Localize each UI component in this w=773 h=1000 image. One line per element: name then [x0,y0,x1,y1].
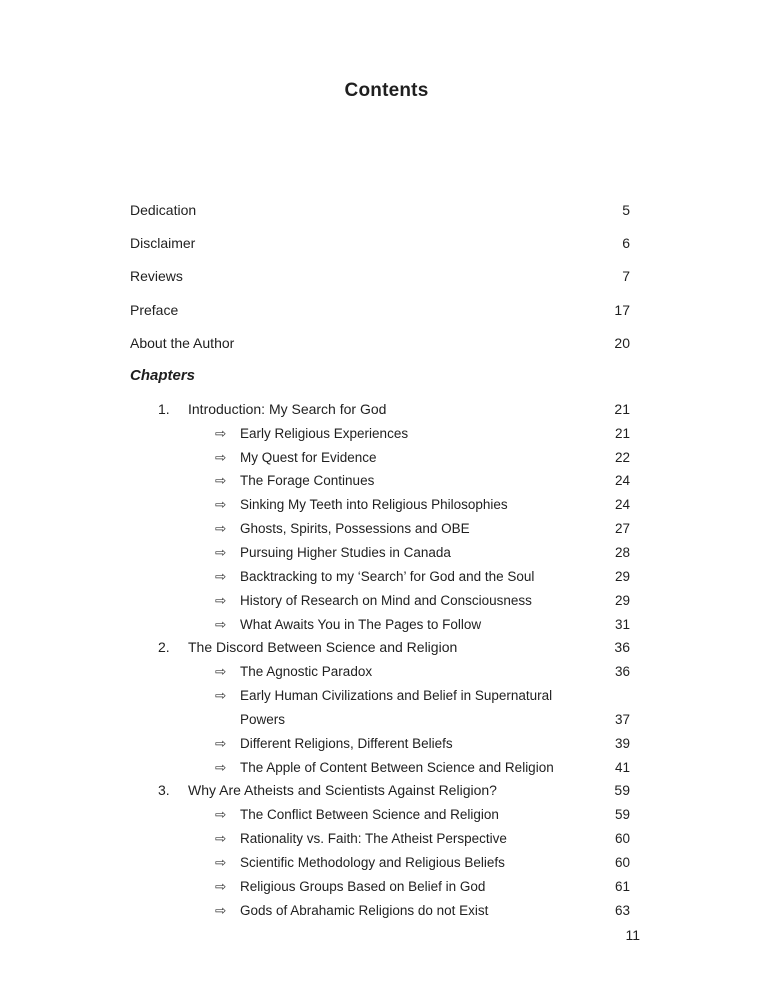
front-matter-entry [130,327,630,360]
subchapter-entry [130,517,630,541]
subchapter-title-line: Gods of Abrahamic Religions do not Exist [240,902,489,918]
subchapter-page: 41 [614,759,630,775]
subchapter-title-line: The Conflict Between Science and Religion [240,807,499,823]
subchapter-page: 21 [614,425,630,441]
toc-content [130,193,630,923]
arrow-bullet-icon: ⇨ [215,545,227,561]
arrow-bullet-icon: ⇨ [215,688,227,704]
arrow-bullet-icon: ⇨ [215,592,227,608]
subchapter-entry [130,899,630,923]
subchapter-entry [130,565,630,589]
subchapter-title [240,565,615,589]
arrow-bullet-icon: ⇨ [215,664,227,680]
subchapter-title-line: What Awaits You in The Pages to Follow [240,616,482,632]
chapter-page: 36 [614,639,630,656]
subchapter-page: 60 [614,831,630,847]
chapter-page: 59 [614,782,630,799]
arrow-bullet-icon: ⇨ [215,878,227,894]
subchapter-entry [130,684,630,732]
arrow-bullet-icon: ⇨ [215,521,227,537]
subchapter-entry [130,851,630,875]
subchapter-title [240,469,615,493]
toc-entry-page: 17 [614,301,630,318]
subchapter-page: 59 [614,807,630,823]
subchapter-page: 39 [614,735,630,751]
subchapter-page: 36 [614,664,630,680]
arrow-bullet-icon: ⇨ [215,902,227,918]
arrow-bullet-icon: ⇨ [215,568,227,584]
subchapter-page: 29 [614,568,630,584]
subchapter-entry [130,422,630,446]
subchapter-title-line: The Agnostic Paradox [240,664,373,680]
arrow-bullet-icon: ⇨ [215,735,227,751]
subchapter-title-line: Different Religions, Different Beliefs [240,735,453,751]
arrow-bullet-icon: ⇨ [215,473,227,489]
subchapter-title-line: Powers [240,711,286,727]
chapter-title: The Discord Between Science and Religion [188,639,458,656]
toc-entry-label: Dedication [130,201,197,218]
subchapter-title [240,899,615,923]
toc-entry-label: About the Author [130,335,235,352]
subchapter-entry [130,875,630,899]
folio-page-number: 11 [625,927,640,943]
subchapter-entry [130,493,630,517]
arrow-bullet-icon: ⇨ [215,854,227,870]
chapter-entry [130,636,630,660]
subchapter-page: 24 [614,497,630,513]
arrow-bullet-icon: ⇨ [215,425,227,441]
subchapter-title [240,756,615,780]
subchapter-title [240,875,615,899]
toc-entry-label: Preface [130,301,179,318]
subchapter-page: 28 [614,545,630,561]
subchapter-entry [130,469,630,493]
chapter-page: 21 [614,400,630,417]
subchapter-title-line: Ghosts, Spirits, Possessions and OBE [240,521,470,537]
front-matter-entry [130,193,630,226]
page-title: Contents [344,80,429,101]
front-matter-entry [130,260,630,293]
arrow-bullet-icon: ⇨ [215,616,227,632]
subchapter-entry [130,589,630,613]
front-matter-list [130,193,630,360]
subchapter-entry [130,613,630,637]
subchapter-page: 61 [614,878,630,894]
subchapter-title-line: Sinking My Teeth into Religious Philosophies [240,497,508,513]
subchapter-title-line: History of Research on Mind and Consciousness [240,592,532,608]
chapter-number: 2. [158,639,170,656]
subchapter-entry [130,827,630,851]
subchapter-page: 37 [614,711,630,727]
chapter-number: 1. [158,400,170,417]
toc-entry-page: 7 [622,268,630,285]
subchapter-entry [130,446,630,470]
arrow-bullet-icon: ⇨ [215,497,227,513]
subchapter-page: 63 [614,902,630,918]
subchapter-title [240,660,615,684]
arrow-bullet-icon: ⇨ [215,759,227,775]
subchapter-title-line: The Apple of Content Between Science and Religion [240,759,554,775]
toc-entry-label: Reviews [130,268,183,285]
chapter-title: Introduction: My Search for God [188,400,387,417]
subchapter-title-line: My Quest for Evidence [240,449,377,465]
subchapter-page: 29 [614,592,630,608]
subchapter-page: 27 [614,521,630,537]
chapter-number: 3. [158,782,170,799]
subchapter-title [240,851,615,875]
chapter-entry [130,398,630,422]
toc-entry-page: 5 [622,201,630,218]
subchapter-title-line: Scientific Methodology and Religious Beliefs [240,854,505,870]
subchapter-page: 31 [614,616,630,632]
subchapter-title [240,613,615,637]
arrow-bullet-icon: ⇨ [215,831,227,847]
subchapter-title-line: Early Religious Experiences [240,425,409,441]
subchapter-page: 24 [614,473,630,489]
chapters-list [130,398,630,923]
chapters-heading: Chapters [130,366,196,384]
toc-entry-page: 20 [614,335,630,352]
toc-entry-page: 6 [622,235,630,252]
subchapter-page: 22 [614,449,630,465]
subchapter-entry [130,541,630,565]
subchapter-title [240,732,615,756]
subchapter-title [240,803,615,827]
subchapter-title-line: Religious Groups Based on Belief in God [240,878,486,894]
arrow-bullet-icon: ⇨ [215,449,227,465]
subchapter-title [240,517,615,541]
subchapter-entry [130,803,630,827]
subchapter-title [240,827,615,851]
front-matter-entry [130,226,630,259]
subchapter-title [240,422,615,446]
subchapter-title [240,493,615,517]
subchapter-title [240,446,615,470]
subchapter-title-line: Backtracking to my ‘Search’ for God and the Soul [240,568,535,584]
subchapter-entry [130,732,630,756]
subchapter-entry [130,660,630,684]
chapter-entry [130,779,630,803]
subchapter-page: 60 [614,854,630,870]
chapter-title: Why Are Atheists and Scientists Against Religion? [188,782,497,799]
toc-entry-label: Disclaimer [130,235,196,252]
subchapter-title [240,589,615,613]
subchapter-title-line: The Forage Continues [240,473,375,489]
subchapter-title [240,541,615,565]
subchapter-title-line: Pursuing Higher Studies in Canada [240,545,451,561]
subchapter-title-line: Early Human Civilizations and Belief in Supernatural [240,688,553,704]
subchapter-entry [130,756,630,780]
arrow-bullet-icon: ⇨ [215,807,227,823]
front-matter-entry [130,293,630,326]
subchapter-title-line: Rationality vs. Faith: The Atheist Perspective [240,831,507,847]
subchapter-title [240,684,615,732]
